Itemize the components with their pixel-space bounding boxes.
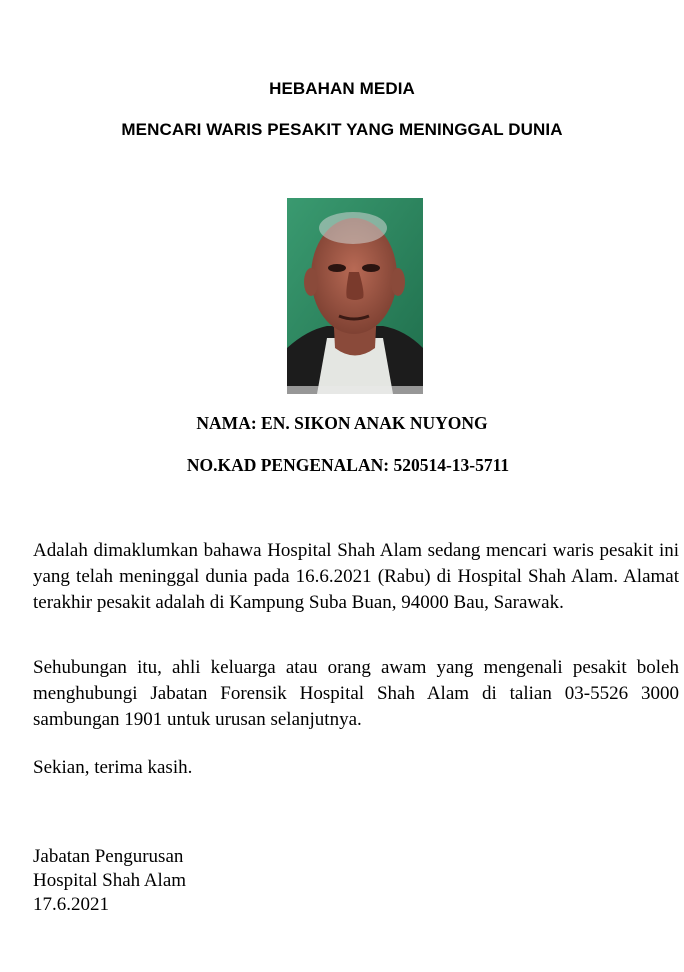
announcement-title: HEBAHAN MEDIA bbox=[269, 79, 415, 98]
signature-date: 17.6.2021 bbox=[33, 894, 109, 915]
body-paragraph-2: Sehubungan itu, ahli keluarga atau orang awam yang mengenali pesakit boleh menghubungi Jabatan Forensik Hospital Shah Alam di talian 03-5526 3000 sambungan 1901 untuk urusan selanjutnya. bbox=[33, 657, 679, 730]
portrait-icon bbox=[287, 198, 423, 394]
deceased-portrait-photo bbox=[287, 198, 423, 394]
deceased-name: NAMA: EN. SIKON ANAK NUYONG bbox=[196, 413, 488, 433]
announcement-subtitle: MENCARI WARIS PESAKIT YANG MENINGGAL DUNIA bbox=[121, 120, 563, 139]
signature-hospital: Hospital Shah Alam bbox=[33, 870, 187, 891]
closing-line: Sekian, terima kasih. bbox=[33, 757, 193, 778]
signature-department: Jabatan Pengurusan bbox=[33, 846, 184, 867]
deceased-ic-number: NO.KAD PENGENALAN: 520514-13-5711 bbox=[186, 455, 510, 475]
body-paragraph-1: Adalah dimaklumkan bahawa Hospital Shah Alam sedang mencari waris pesakit ini yang telah meninggal dunia pada 16.6.2021 (Rabu) di Hospital Shah Alam. Alamat terakhir pesakit adalah di Kampung Suba Buan, 94000 Bau, Sarawak. bbox=[33, 540, 679, 613]
